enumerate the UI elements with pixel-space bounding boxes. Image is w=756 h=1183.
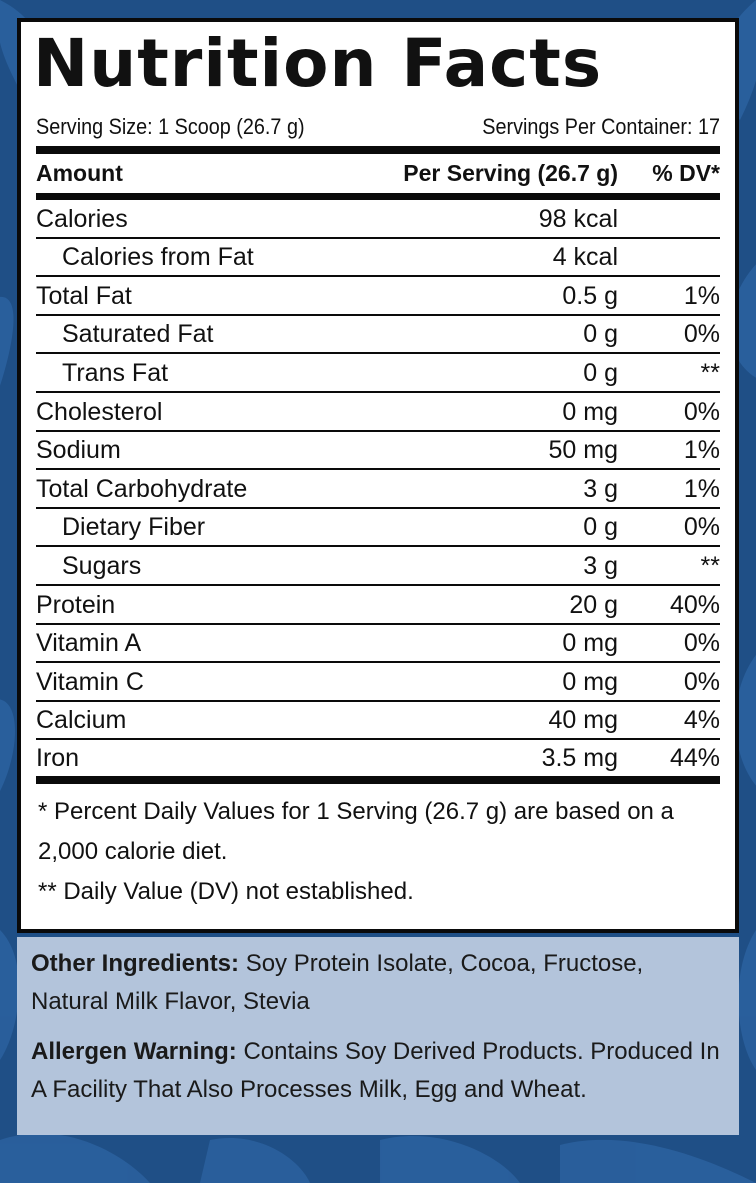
footnote-dv: * Percent Daily Values for 1 Serving (26.7 g) are based on a 2,000 calorie diet. [38,798,674,866]
nutrient-amount: 0 g [583,320,618,349]
table-header [36,154,720,200]
nutrient-amount: 50 mg [548,436,618,465]
allergen-label: Allergen Warning: [31,1038,237,1065]
serving-size: Serving Size: 1 Scoop (26.7 g) [36,114,305,139]
allergen-text: Contains Soy Derived Products. Produced In A Facility That Also Processes Milk, Egg and Wheat. [31,1038,720,1103]
nutrient-dv: 1% [683,436,720,465]
footnotes [36,792,720,912]
nutrition-label [17,18,739,933]
nutrient-amount: 0 g [583,513,618,542]
nutrient-amount: 0 g [583,358,618,387]
nutrient-name: Saturated Fat [62,320,214,349]
nutrient-name: Total Fat [36,281,132,310]
other-ingredients-text: Soy Protein Isolate, Cocoa, Fructose, Natural Milk Flavor, Stevia [31,950,644,1015]
nutrient-name: Vitamin C [36,667,144,696]
nutrient-name: Iron [36,744,80,773]
nutrition-title: Nutrition Facts [33,25,603,102]
nutrient-amount: 3 g [583,474,618,503]
nutrient-rows [36,200,720,784]
nutrient-name: Vitamin A [36,629,142,658]
divider [36,146,720,154]
header-amount: Amount [36,160,123,186]
table-row [36,663,720,702]
footnote-not-established: ** Daily Value (DV) not established. [38,878,414,906]
table-row [36,740,720,784]
serving-info [36,114,720,140]
nutrient-dv: ** [700,551,720,580]
table-row [36,702,720,741]
nutrient-name: Calcium [36,706,127,735]
nutrient-dv: 0% [683,629,720,658]
nutrient-name: Protein [36,590,116,619]
nutrient-dv: 4% [683,706,720,735]
table-row [36,316,720,355]
nutrient-dv: 44% [669,744,720,773]
table-row [36,200,720,239]
nutrient-name: Sugars [62,551,142,580]
ingredients-panel [17,937,739,1135]
nutrient-name: Calories [36,204,128,233]
nutrient-dv: ** [700,358,720,387]
nutrient-dv: 1% [683,474,720,503]
nutrient-dv: 0% [683,320,720,349]
table-row [36,586,720,625]
nutrient-amount: 0.5 g [562,281,618,310]
nutrient-dv: 1% [683,281,720,310]
table-row [36,393,720,432]
nutrient-amount: 4 kcal [552,243,618,272]
nutrient-dv: 40% [669,590,720,619]
table-row [36,239,720,278]
nutrient-amount: 40 mg [548,706,618,735]
table-row [36,470,720,509]
nutrient-name: Total Carbohydrate [36,474,248,503]
nutrient-dv: 0% [683,397,720,426]
table-row [36,277,720,316]
table-row [36,509,720,548]
other-ingredients-label: Other Ingredients: [31,950,240,977]
allergen-warning [31,1033,725,1109]
nutrient-amount: 98 kcal [538,204,618,233]
nutrient-name: Calories from Fat [62,243,254,272]
nutrient-amount: 3.5 mg [541,744,618,773]
table-row [36,625,720,664]
table-row [36,354,720,393]
nutrient-amount: 0 mg [562,667,618,696]
table-row [36,547,720,586]
nutrient-name: Cholesterol [36,397,163,426]
header-dv: % DV* [652,160,720,186]
table-row [36,432,720,471]
other-ingredients [31,945,725,1021]
nutrient-name: Trans Fat [62,358,169,387]
servings-per-container: Servings Per Container: 17 [482,114,720,139]
header-per-serving: Per Serving (26.7 g) [403,160,618,186]
nutrient-amount: 3 g [583,551,618,580]
nutrient-name: Sodium [36,436,121,465]
nutrient-amount: 0 mg [562,397,618,426]
nutrient-name: Dietary Fiber [62,513,206,542]
nutrient-amount: 0 mg [562,629,618,658]
nutrient-amount: 20 g [569,590,618,619]
nutrient-dv: 0% [683,667,720,696]
nutrient-dv: 0% [683,513,720,542]
